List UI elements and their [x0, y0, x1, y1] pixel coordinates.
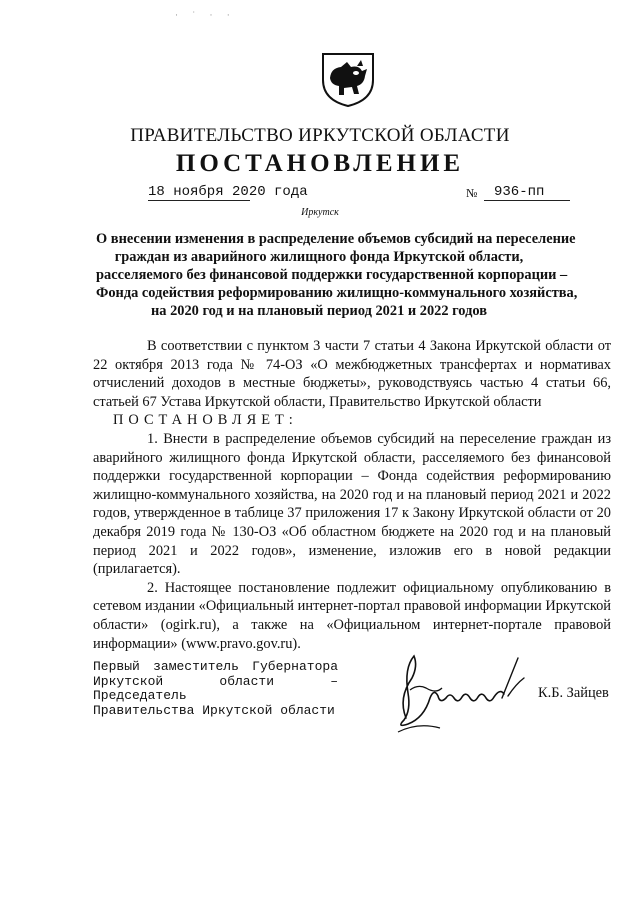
- title-line: О внесении изменения в распределение объемов субсидий на переселение: [96, 231, 576, 247]
- document-title: [96, 230, 578, 320]
- item-2-paragraph: 2. Настоящее постановление подлежит официальному опубликованию в сетевом издании «Официальный интернет-портал правовой информации Иркутской области» (ogirk.ru), а также на «Официальном интернет-портале правовой информации» (www.pravo.gov.ru).: [93, 579, 611, 652]
- document-type: ПОСТАНОВЛЕНИЕ: [175, 150, 465, 177]
- signer-name: К.Б. Зайцев: [538, 685, 609, 701]
- handwritten-signature: [378, 648, 528, 740]
- number-sign: №: [466, 186, 478, 200]
- signatory-position: [93, 660, 338, 718]
- decree-word: ПОСТАНОВЛЯЕТ:: [113, 412, 298, 429]
- title-line: расселяемого без финансовой поддержки государственной корпорации –: [96, 267, 568, 283]
- position-line: Правительства Иркутской области: [93, 702, 335, 718]
- date-text: 18 ноября 2020 года: [148, 184, 308, 200]
- city-name: Иркутск: [301, 207, 339, 218]
- document-number: 936-пп: [484, 184, 570, 201]
- position-line: Иркутской области – Председатель: [93, 673, 338, 703]
- scan-noise: · ˙ · ·: [175, 10, 236, 20]
- document-date: [148, 184, 308, 200]
- item-1-paragraph: 1. Внести в распределение объемов субсидий на переселение граждан из аварийного жилищного фонда Иркутской области, расселяемого без финансовой поддержки государственной корпорации – Фонда содействия реформированию жилищно-коммунального хозяйства, на 2020 год и на плановый период 2021 и 2022 годов, утвержденное в таблице 37 приложения 17 к Закону Иркутской области от 20 декабря 2019 года № 130-ОЗ «Об областном бюджете на 2020 год и на плановый период 2021 и 2022 годов», изменение, изложив его в новой редакции (прилагается).: [93, 430, 611, 578]
- title-line: Фонда содействия реформированию жилищно-коммунального хозяйства,: [96, 285, 578, 301]
- position-line: Первый заместитель Губернатора: [93, 659, 338, 674]
- coat-of-arms-emblem: [317, 50, 379, 108]
- date-underline: [148, 200, 250, 201]
- title-line: на 2020 год и на плановый период 2021 и 2022 годов: [151, 303, 487, 319]
- preamble-paragraph: В соответствии с пунктом 3 части 7 статьи 4 Закона Иркутской области от 22 октября 2013 года № 74-ОЗ «О межбюджетных трансфертах и нормативах отчислений доходов в местные бюджеты», руководствуясь частью 4 статьи 66, статьей 67 Устава Иркутской области, Правительство Иркутской области: [93, 338, 611, 410]
- title-line: граждан из аварийного жилищного фонда Иркутской области,: [114, 249, 524, 265]
- government-name: ПРАВИТЕЛЬСТВО ИРКУТСКОЙ ОБЛАСТИ: [130, 125, 510, 146]
- document-body: [93, 337, 611, 653]
